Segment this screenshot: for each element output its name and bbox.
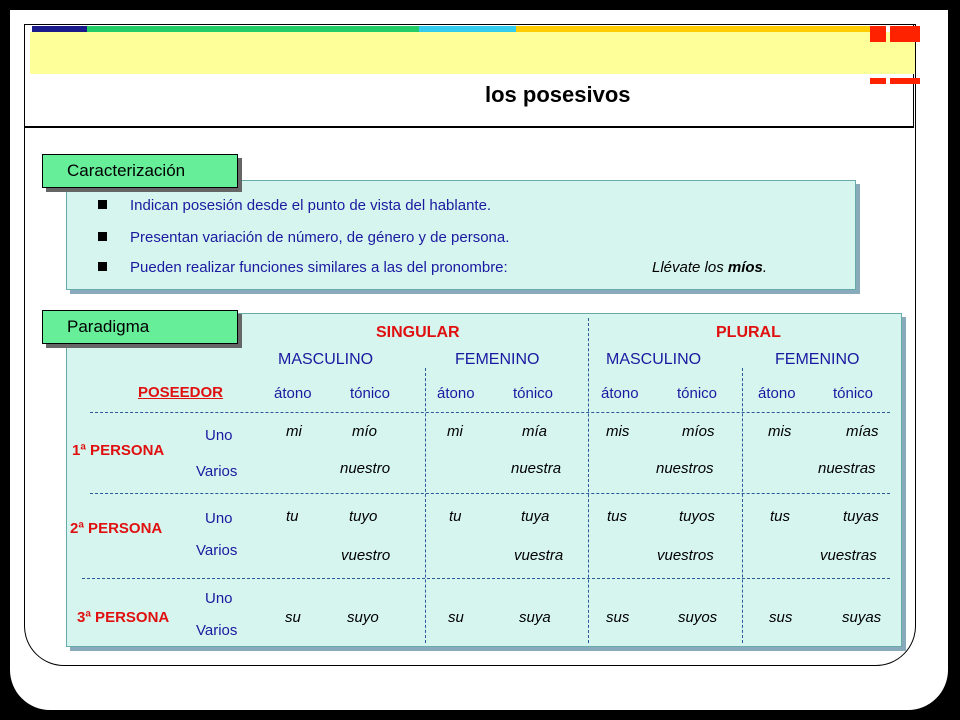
form-cell: vuestro (341, 547, 391, 564)
uno-label: Uno (205, 427, 233, 444)
divider-horizontal (90, 493, 890, 494)
form-cell: tuyas (843, 508, 879, 525)
deco-square (870, 26, 886, 42)
form-cell: nuestros (656, 460, 714, 477)
plural-header: PLURAL (716, 324, 781, 341)
form-cell: tuyos (679, 508, 715, 525)
bullet-icon (98, 200, 107, 209)
atono-header: átono (758, 385, 796, 402)
caracterizacion-label: Caracterización (42, 154, 238, 188)
form-cell: sus (606, 609, 630, 626)
example-prefix: Llévate los (652, 259, 728, 276)
masculino-header: MASCULINO (278, 351, 374, 368)
form-cell: vuestros (657, 547, 714, 564)
form-cell: tus (607, 508, 628, 525)
form-cell: tuyo (349, 508, 378, 525)
poseedor-header: POSEEDOR (138, 384, 224, 401)
bullet-item (130, 197, 491, 214)
form-cell: sus (769, 609, 793, 626)
form-cell: míos (682, 423, 715, 440)
divider-vertical (588, 318, 589, 643)
form-cell: suyo (347, 609, 379, 626)
form-cell: tu (449, 508, 462, 525)
uno-label: Uno (205, 590, 233, 607)
example-suffix: . (762, 259, 768, 276)
tonico-header: tónico (350, 385, 391, 402)
femenino-header: FEMENINO (775, 351, 860, 368)
person-label-1: 1ª PERSONA (72, 442, 165, 459)
form-cell: tu (286, 508, 299, 525)
form-cell: mío (352, 423, 378, 440)
form-cell: vuestra (514, 547, 564, 564)
deco-square (870, 78, 886, 84)
bullet-text: Pueden realizar funciones similares a las del pronombre: (130, 259, 508, 276)
form-cell: su (448, 609, 464, 626)
divider-vertical (742, 368, 743, 643)
example-sentence (652, 259, 767, 276)
page-title: los posesivos (485, 82, 631, 107)
singular-header: SINGULAR (376, 324, 460, 341)
bullet-item (130, 229, 509, 246)
varios-label: Varios (196, 542, 238, 559)
paradigma-label: Paradigma (42, 310, 238, 344)
form-cell: mía (522, 423, 548, 440)
atono-header: átono (601, 385, 639, 402)
femenino-header: FEMENINO (455, 351, 540, 368)
form-cell: tus (770, 508, 791, 525)
bullet-text: Indican posesión desde el punto de vista del hablante. (130, 197, 492, 214)
varios-label: Varios (196, 463, 238, 480)
form-cell: mis (606, 423, 630, 440)
form-cell: suya (519, 609, 551, 626)
bullet-icon (98, 262, 107, 271)
form-cell: suyas (842, 609, 882, 626)
bullet-item (130, 259, 508, 276)
tonico-header: tónico (677, 385, 718, 402)
bullet-icon (98, 232, 107, 241)
person-label-3: 3ª PERSONA (77, 609, 170, 626)
form-cell: suyos (678, 609, 718, 626)
tonico-header: tónico (833, 385, 874, 402)
atono-header: átono (437, 385, 475, 402)
bullet-text: Presentan variación de número, de género y de persona. (130, 229, 510, 246)
divider-vertical (425, 368, 426, 643)
uno-label: Uno (205, 510, 233, 527)
form-cell: mi (447, 423, 463, 440)
deco-square (890, 26, 920, 42)
form-cell: nuestra (511, 460, 562, 477)
form-cell: su (285, 609, 301, 626)
form-cell: tuya (521, 508, 550, 525)
divider-horizontal (90, 412, 890, 413)
form-cell: vuestras (820, 547, 877, 564)
person-label-2: 2ª PERSONA (70, 520, 163, 537)
divider-horizontal (82, 578, 890, 579)
form-cell: mías (846, 423, 879, 440)
tonico-header: tónico (513, 385, 554, 402)
atono-header: átono (274, 385, 312, 402)
varios-label: Varios (196, 622, 238, 639)
masculino-header: MASCULINO (606, 351, 702, 368)
title-band (30, 32, 915, 74)
form-cell: mi (286, 423, 302, 440)
deco-square (890, 78, 920, 84)
form-cell: nuestro (340, 460, 391, 477)
form-cell: nuestras (818, 460, 876, 477)
example-bold: míos (727, 259, 763, 276)
form-cell: mis (768, 423, 792, 440)
